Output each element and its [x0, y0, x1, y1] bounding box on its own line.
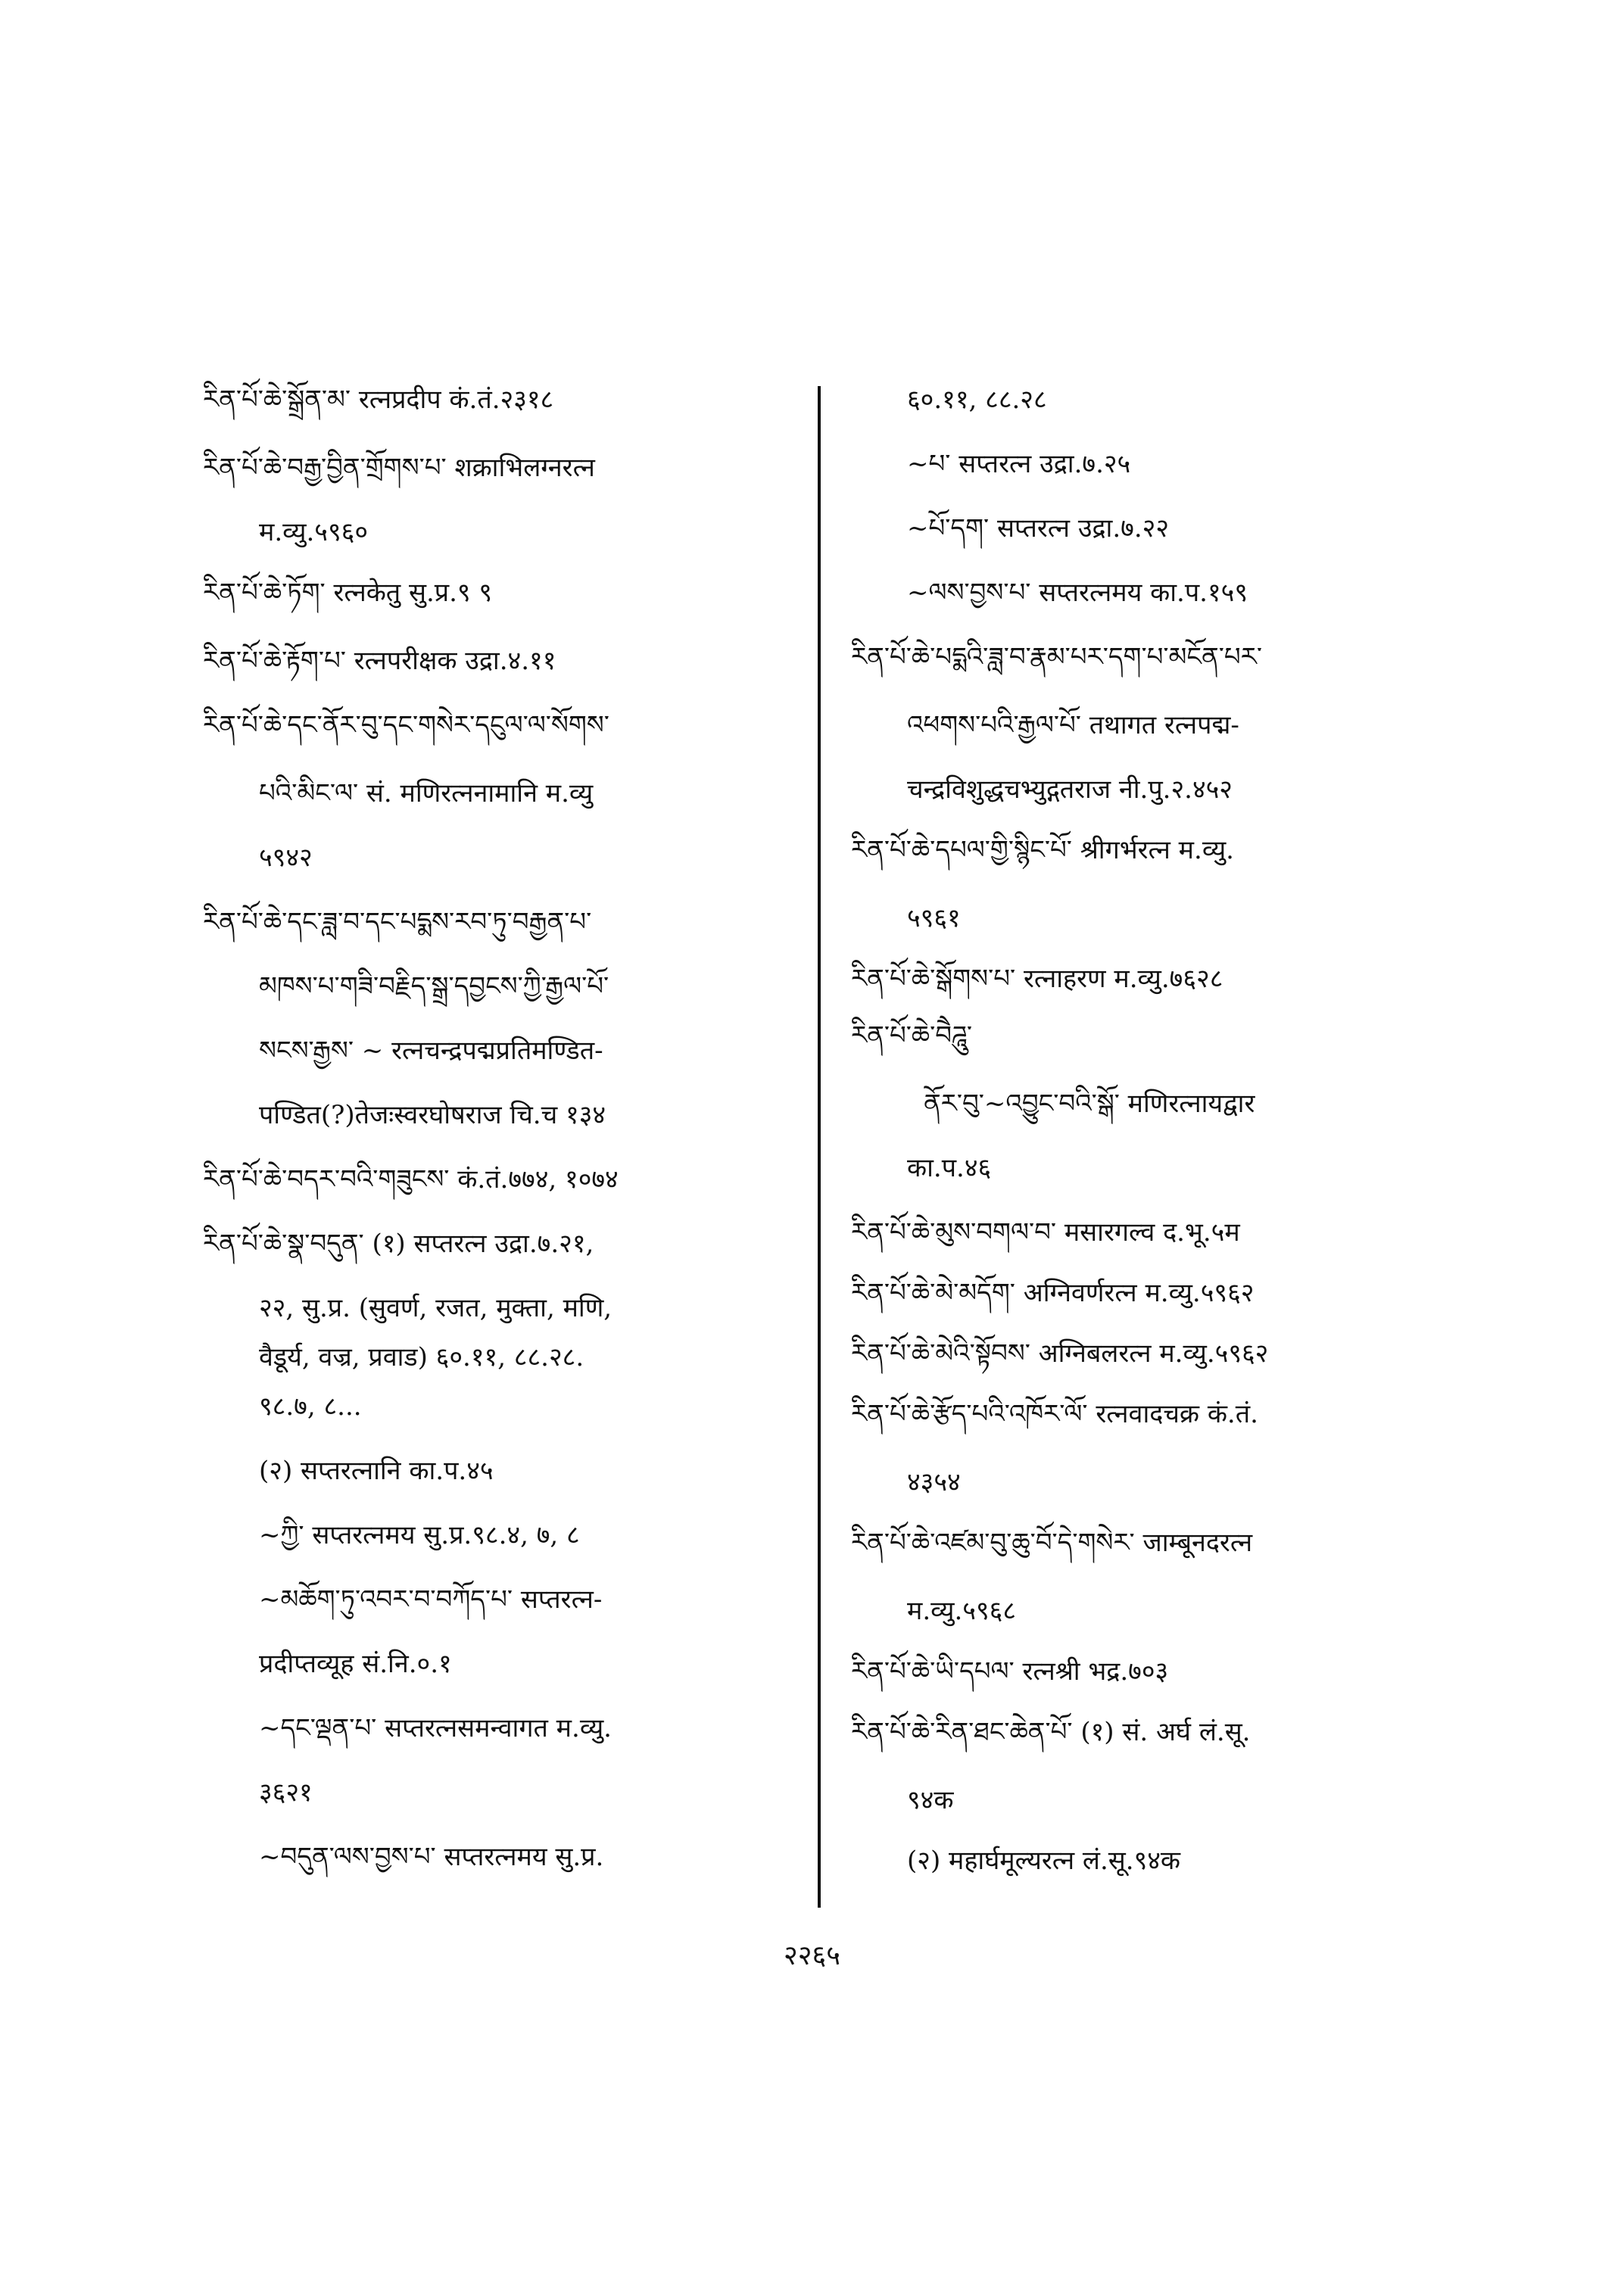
column-divider — [818, 386, 821, 1908]
entry-continuation-line: ནོར་བུ་~འབྱུང་བའི་སྒོ་ मणिरत्नायद्वार — [924, 1089, 1255, 1119]
entry-line: རིན་པོ་ཆེ་མེ་མདོག་ अग्निवर्णरत्न म.व्यु.५९६२ — [851, 1278, 1255, 1308]
entry-continuation-line: ९८.७, ८... — [259, 1391, 362, 1422]
entry-continuation-line: ~ཀྱི་ सप्तरत्नमय सु.प्र.९८.४, ७, ८ — [259, 1520, 580, 1550]
entry-line: རིན་པོ་ཆེ་དང་ཟླ་བ་དང་པདྨས་རབ་ཏུ་བརྒྱན་པ་ — [203, 907, 592, 937]
entry-line: རིན་པོ་ཆེ་དཔལ་གྱི་སྙིང་པོ་ श्रीगर्भरत्न म.व्यु. — [851, 835, 1234, 865]
entry-continuation-line: म.व्यु.५९६० — [259, 517, 369, 547]
entry-line: རིན་པོ་ཆེ་སྒོགས་པ་ रत्नाहरण म.व्यु.७६२८ — [851, 964, 1223, 994]
entry-line: རིན་པོ་ཆེ་པདྨའི་ཟླ་བ་རྣམ་པར་དག་པ་མངོན་པར་ — [851, 642, 1262, 672]
entry-line: རིན་པོ་ཆེ་རྩོད་པའི་འཁོར་ལོ་ रत्नवादचक्र कं.तं. — [851, 1399, 1258, 1429]
entry-line: རིན་པོ་ཆེ་སྒྲོན་མ་ रत्नप्रदीप कं.तं.२३१८ — [203, 385, 554, 415]
entry-continuation-line: म.व्यु.५९६८ — [907, 1596, 1017, 1626]
entry-continuation-line: ~མཆོག་ཏུ་འབར་བ་བཀོད་པ་ सप्तरत्न- — [259, 1584, 603, 1615]
entry-continuation-line: ५९६१ — [907, 903, 961, 933]
entry-continuation-line: (२) सप्तरत्नानि का.प.४५ — [259, 1456, 494, 1486]
entry-line: རིན་པོ་ཆེ་འཛམ་བུ་ཆུ་བོ་དེ་གསེར་ जाम्बूनदरत्न — [851, 1528, 1253, 1558]
entry-line: རིན་པོ་ཆེ་སྣ་བདུན་ (१) सप्तरत्न उद्रा.७.२१, — [203, 1229, 594, 1259]
entry-continuation-line: ~བདུན་ལས་བྱས་པ་ सप्तरत्नमय सु.प्र. — [259, 1842, 604, 1872]
entry-continuation-line: ६०.११, ८८.२८ — [907, 385, 1047, 415]
entry-line: རིན་པོ་ཆེ་མེའི་སྟོབས་ अग्निबलरत्न म.व्यु.५९६२ — [851, 1338, 1269, 1369]
entry-line: རིན་པོ་ཆེ་མུས་བགལ་བ་ मसारगल्व द.भू.५म — [851, 1217, 1240, 1248]
entry-continuation-line: ३६२१ — [259, 1777, 313, 1808]
entry-continuation-line: པའི་མིང་ལ་ सं. मणिरत्ननामानि म.व्यु — [259, 778, 594, 808]
entry-line: རིན་པོ་ཆེ་ཏོག་ रत्नकेतु सु.प्र.९ ९ — [203, 578, 493, 608]
entry-continuation-line: ९४क — [907, 1785, 954, 1815]
entry-line: རིན་པོ་ཆེ་བཻཌཱུ་ — [851, 1020, 973, 1051]
entry-line: རིན་པོ་ཆེ་བརྒྱ་བྱིན་གྲོགས་པ་ शक्राभिलग्नरत्न — [203, 453, 595, 483]
entry-continuation-line: का.प.४६ — [907, 1153, 992, 1183]
entry-continuation-line: चन्द्रविशुद्धचभ्युद्गतराज नी.पु.२.४५२ — [907, 774, 1233, 805]
entry-line: རིན་པོ་ཆེ་དང་ནོར་བུ་དང་གསེར་དངུལ་ལ་སོགས་ — [203, 710, 609, 740]
entry-continuation-line: མཁས་པ་གཟི་བརྗིད་སྒྲ་དབྱངས་ཀྱི་རྒྱལ་པོ་ — [259, 971, 609, 1002]
entry-continuation-line: ~པ་ सप्तरत्न उद्रा.७.२५ — [907, 449, 1131, 479]
entry-line: རིན་པོ་ཆེ་རིན་ཐང་ཆེན་པོ་ (१) सं. अर्घ लं.सू. — [851, 1717, 1251, 1747]
entry-continuation-line: ~དང་ལྡན་པ་ सप्तरत्नसमन्वागत म.व्यु. — [259, 1713, 612, 1743]
entry-continuation-line: ~པོ་དག་ सप्तरत्न उद्रा.७.२२ — [907, 513, 1169, 544]
entry-continuation-line: २२, सु.प्र. (सुवर्ण, रजत, मुक्ता, मणि, — [259, 1293, 613, 1323]
entry-continuation-line: प्रदीप्तव्यूह सं.नि.०.१ — [259, 1649, 452, 1679]
entry-continuation-line: ~ལས་བྱས་པ་ सप्तरत्नमय का.प.१५९ — [907, 578, 1248, 608]
page-number: २२६५ — [784, 1940, 840, 1971]
entry-line: རིན་པོ་ཆེ་རྟོག་པ་ रत्नपरीक्षक उद्रा.४.११ — [203, 646, 556, 676]
entry-continuation-line: སངས་རྒྱས་ ~ रत्नचन्द्रपद्मप्रतिमण्डित- — [259, 1036, 603, 1066]
entry-continuation-line: पण्डित(?)तेजःस्वरघोषराज चि.च १३४ — [259, 1100, 606, 1130]
entry-line: རིན་པོ་ཆེ་ཡི་དཔལ་ रत्नश्री भद्र.७०३ — [851, 1656, 1169, 1687]
entry-continuation-line: འཕགས་པའི་རྒྱལ་པོ་ तथागत रत्नपद्म- — [907, 710, 1239, 740]
entry-line: རིན་པོ་ཆེ་བདར་བའི་གཟུངས་ कं.तं.७७४, १०७४ — [203, 1164, 619, 1195]
entry-continuation-line: ५९४२ — [259, 843, 313, 873]
entry-continuation-line: ४३५४ — [907, 1467, 961, 1497]
entry-continuation-line: वैडूर्य, वज्र, प्रवाड) ६०.११, ८८.२८. — [259, 1342, 584, 1372]
entry-continuation-line: (२) महार्घमूल्यरत्न लं.सू.९४क — [907, 1846, 1181, 1876]
